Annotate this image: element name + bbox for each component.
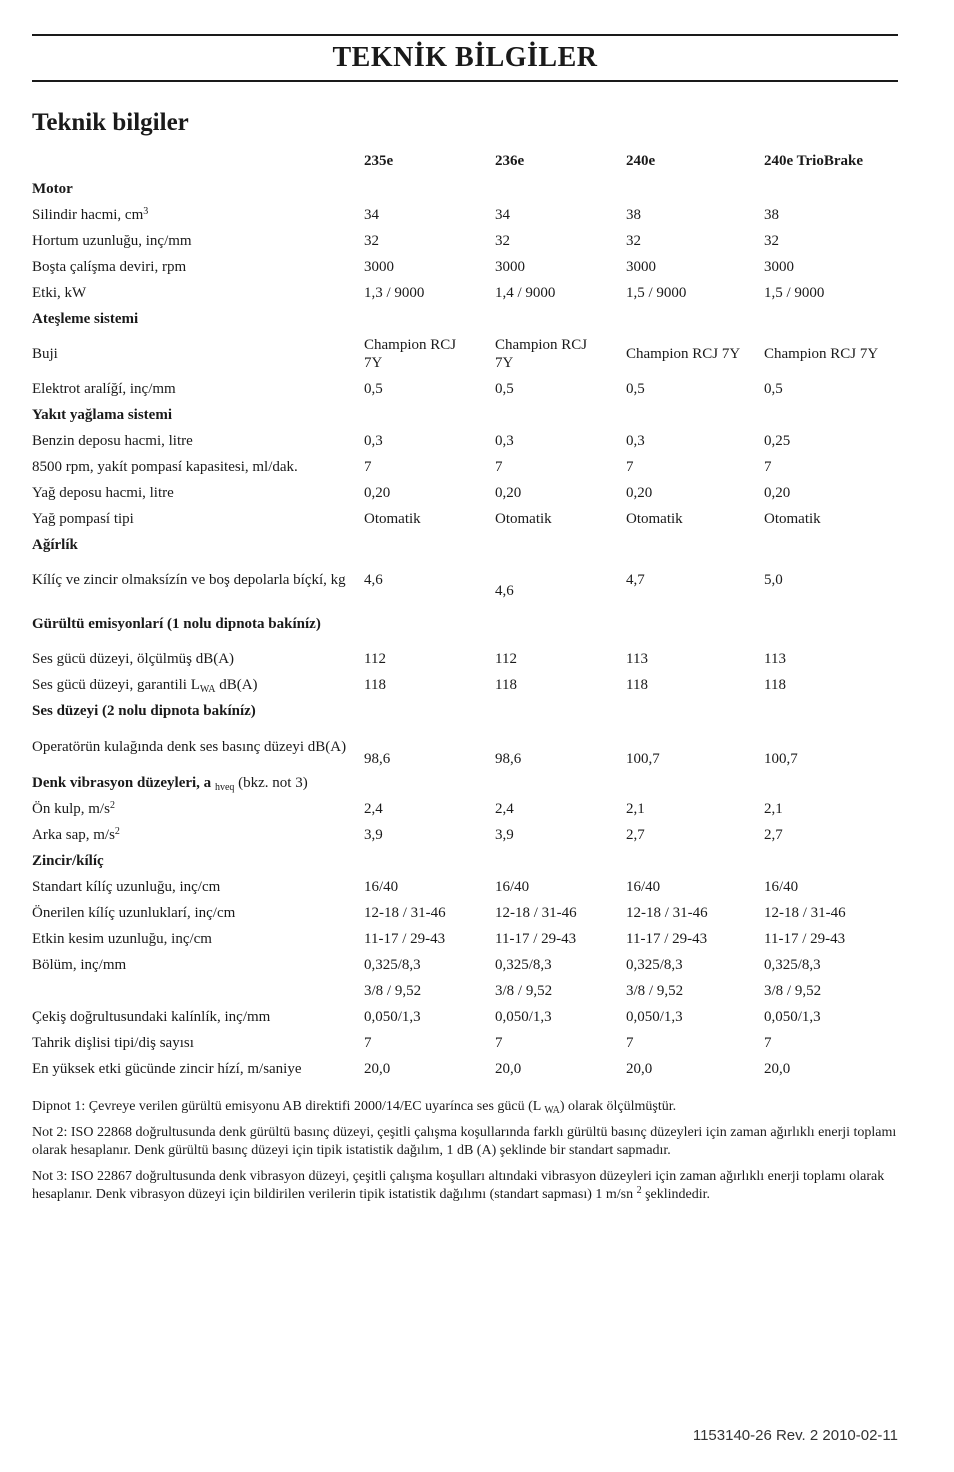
column-header: 236e <box>495 153 525 169</box>
row-label: 8500 rpm, yakít pompasí kapasitesi, ml/dak. <box>32 459 298 475</box>
page-title: TEKNİK BİLGİLER <box>332 42 598 73</box>
cell: 3/8 / 9,52 <box>495 983 553 999</box>
table-row <box>32 978 898 1004</box>
cell: 0,3 <box>364 433 383 449</box>
cell: 118 <box>495 677 517 693</box>
cell: 1,5 / 9000 <box>626 285 687 301</box>
column-header: 240e TrioBrake <box>764 153 864 169</box>
table-row <box>32 376 898 402</box>
header-bar <box>32 34 898 82</box>
table-row <box>32 952 898 978</box>
row-label: Ses gücü düzeyi, garantili $L_{WA}$ dB(A) <box>32 677 258 695</box>
cell: 0,050/1,3 <box>364 1009 421 1025</box>
table-row <box>32 874 898 900</box>
footnote-3: Not 3: ISO 22867 doğrultusunda denk vibrasyon düzeyi, çeşitli çalışma koşulları altındaki vibrasyon düzeyleri için zaman ağırlıklı enerji toplamı olarak hesaplanır. Denk vibrasyon düzeyi için bildirilen verilerin tipik istatistik dağılımı (standart sapması) 1 m/sn $^2$ şeklindedir. <box>32 1169 885 1202</box>
row-label: Ses gücü düzeyi, ölçülmüş dB(A) <box>32 651 235 667</box>
page <box>32 34 898 1212</box>
table-row <box>32 228 898 254</box>
cell: 7 <box>764 1035 772 1051</box>
cell: 20,0 <box>364 1061 391 1077</box>
cell: 0,325/8,3 <box>495 957 552 973</box>
cell: 12-18 / 31-46 <box>626 905 708 921</box>
row-label: Etki, kW <box>32 285 87 301</box>
cell: 11-17 / 29-43 <box>495 931 577 947</box>
column-header: 235e <box>364 153 394 169</box>
cell: 0,050/1,3 <box>495 1009 552 1025</box>
cell: 113 <box>626 651 648 667</box>
section-row <box>32 176 898 202</box>
cell: 7 <box>495 1035 503 1051</box>
cell: 3000 <box>495 259 525 275</box>
cell: 38 <box>764 207 779 223</box>
cell: 12-18 / 31-46 <box>764 905 846 921</box>
cell: 12-18 / 31-46 <box>364 905 446 921</box>
section-row <box>32 848 898 874</box>
cell: 3/8 / 9,52 <box>364 983 422 999</box>
section-heading: Zincir/kílíç <box>32 853 104 869</box>
cell: 7 <box>364 459 372 475</box>
table-row <box>32 454 898 480</box>
cell: 3000 <box>364 259 394 275</box>
table-row <box>32 1030 898 1056</box>
cell: 0,325/8,3 <box>364 957 421 973</box>
row-label: Benzin deposu hacmi, litre <box>32 433 193 449</box>
table-row <box>32 202 898 228</box>
table-row <box>32 254 898 280</box>
cell: 2,4 <box>364 801 383 817</box>
cell: 0,5 <box>764 381 783 397</box>
section-title: Teknik bilgiler <box>32 109 189 136</box>
cell: 2,1 <box>764 801 783 817</box>
row-label: Elektrot aralíğí, inç/mm <box>32 381 176 397</box>
cell: 34 <box>364 207 379 223</box>
cell: 5,0 <box>764 572 783 588</box>
cell: 0,5 <box>495 381 514 397</box>
table-row <box>32 332 898 376</box>
row-label: Çekiş doğrultusundaki kalínlík, inç/mm <box>32 1009 271 1025</box>
cell: 0,050/1,3 <box>626 1009 683 1025</box>
row-label: Önerilen kílíç uzunluklarí, inç/cm <box>32 905 236 921</box>
cell: 11-17 / 29-43 <box>626 931 708 947</box>
cell: 4,6 <box>364 572 383 588</box>
cell: 112 <box>364 651 386 667</box>
table-row <box>32 646 898 672</box>
section-row <box>32 306 898 332</box>
table-row <box>32 280 898 306</box>
cell: 7 <box>764 459 772 475</box>
row-label: Bölüm, inç/mm <box>32 957 127 973</box>
table-row <box>32 822 898 848</box>
cell: 0,050/1,3 <box>764 1009 821 1025</box>
section-heading: Ağírlík <box>32 537 78 553</box>
cell: 16/40 <box>495 879 530 895</box>
row-label: Hortum uzunluğu, inç/mm <box>32 233 192 249</box>
cell: 7 <box>364 1035 372 1051</box>
row-label: Yağ deposu hacmi, litre <box>32 485 174 501</box>
cell: 0,325/8,3 <box>626 957 683 973</box>
cell: 20,0 <box>764 1061 791 1077</box>
section-row <box>32 402 898 428</box>
cell: 1,4 / 9000 <box>495 285 556 301</box>
cell: 11-17 / 29-43 <box>764 931 846 947</box>
cell: 7 <box>495 459 503 475</box>
cell: 7 <box>626 1035 634 1051</box>
section-heading: Ses düzeyi (2 nolu dipnota bakíníz) <box>32 703 256 719</box>
footnote-1: Dipnot 1: Çevreye verilen gürültü emisyonu AB direktifi 2000/14/EC uyarínca ses gücü (L $_{WA}$) olarak ölçülmüştür. <box>32 1099 677 1116</box>
row-label: Standart kílíç uzunluğu, inç/cm <box>32 879 221 895</box>
cell: Otomatik <box>495 511 552 527</box>
row-label: Etkin kesim uzunluğu, inç/cm <box>32 931 212 947</box>
cell: 0,3 <box>626 433 645 449</box>
cell: 112 <box>495 651 517 667</box>
cell: 2,1 <box>626 801 645 817</box>
cell: Champion RCJ 7Y <box>626 346 741 362</box>
cell: 3/8 / 9,52 <box>764 983 822 999</box>
cell: 1,3 / 9000 <box>364 285 425 301</box>
cell: 0,5 <box>364 381 383 397</box>
cell: 100,7 <box>626 751 660 767</box>
cell: 2,7 <box>764 827 783 843</box>
cell: 3,9 <box>364 827 383 843</box>
cell: 0,20 <box>626 485 653 501</box>
header-blank <box>32 146 364 176</box>
row-label: Yağ pompasí tipi <box>32 511 134 527</box>
table-row <box>32 672 898 698</box>
section-row <box>32 698 898 724</box>
cell: 0,20 <box>764 485 791 501</box>
cell: 98,6 <box>364 751 391 767</box>
section-heading: Yakıt yağlama sistemi <box>32 407 172 423</box>
cell: 12-18 / 31-46 <box>495 905 577 921</box>
cell: Champion RCJ 7Y <box>364 337 457 371</box>
cell: 1,5 / 9000 <box>764 285 825 301</box>
cell: 32 <box>626 233 641 249</box>
row-label: Ön kulp, $m/s^2$ <box>32 800 115 817</box>
cell: 0,25 <box>764 433 791 449</box>
cell: 0,20 <box>495 485 522 501</box>
cell: 11-17 / 29-43 <box>364 931 446 947</box>
cell: 4,7 <box>626 572 645 588</box>
cell: 0,325/8,3 <box>764 957 821 973</box>
cell: 0,20 <box>364 485 391 501</box>
table-row <box>32 1056 898 1082</box>
cell: 113 <box>764 651 786 667</box>
table-row <box>32 428 898 454</box>
cell: Otomatik <box>626 511 683 527</box>
table-row <box>32 1004 898 1030</box>
cell: 3000 <box>626 259 656 275</box>
cell: Otomatik <box>764 511 821 527</box>
cell: 16/40 <box>364 879 399 895</box>
cell: 16/40 <box>626 879 661 895</box>
row-label: En yüksek etki gücünde zincir hízí, m/saniye <box>32 1061 302 1077</box>
section-row <box>32 532 898 558</box>
section-heading: Ateşleme sistemi <box>32 311 139 327</box>
spec-table <box>32 146 898 1082</box>
cell: 118 <box>764 677 786 693</box>
cell: 118 <box>626 677 648 693</box>
section-heading: Denk vibrasyon düzeyleri, a $_{hveq}$ (bkz. not 3) <box>32 775 308 793</box>
model-header-row <box>32 146 898 176</box>
cell: 3,9 <box>495 827 514 843</box>
table-row <box>32 900 898 926</box>
cell: 32 <box>495 233 510 249</box>
cell: Otomatik <box>364 511 421 527</box>
row-label: Buji <box>32 346 58 362</box>
row-label: Silindir hacmi, $cm^3$ <box>32 206 149 223</box>
table-row <box>32 724 898 770</box>
cell: Champion RCJ 7Y <box>764 346 879 362</box>
table-row <box>32 558 898 602</box>
footnote-2: Not 2: ISO 22868 doğrultusunda denk gürültü basınç düzeyi, çeşitli çalışma koşullarında farklı gürültü basınç düzeyleri için zaman ağırlıklı enerji toplamı olarak hesaplanır. Denk gürültü basınç düzeyi için tipik istatistik dağılım, 1 dB (A) şeklinde bir standart sapmadır. <box>32 1125 897 1158</box>
cell: 7 <box>626 459 634 475</box>
section-row <box>32 770 898 796</box>
cell: 3/8 / 9,52 <box>626 983 684 999</box>
document-id: 1153140-26 Rev. 2 2010-02-11 <box>692 1427 898 1444</box>
cell: 98,6 <box>495 751 522 767</box>
cell: 2,4 <box>495 801 514 817</box>
column-header: 240e <box>626 153 656 169</box>
cell: Champion RCJ 7Y <box>495 337 588 371</box>
cell: 0,3 <box>495 433 514 449</box>
cell: 38 <box>626 207 641 223</box>
table-row <box>32 926 898 952</box>
footnotes <box>32 1098 898 1204</box>
row-label: Boşta çalíşma deviri, rpm <box>32 259 187 275</box>
table-row <box>32 480 898 506</box>
section-heading: Motor <box>32 181 73 197</box>
row-label: Operatörün kulağında denk ses basınç düzeyi dB(A) <box>32 739 347 755</box>
row-label: Kílíç ve zincir olmaksízín ve boş depolarla bíçkí, kg <box>32 572 346 588</box>
cell: 100,7 <box>764 751 798 767</box>
cell: 20,0 <box>626 1061 653 1077</box>
cell: 16/40 <box>764 879 799 895</box>
row-label <box>32 978 364 1004</box>
cell: 3000 <box>764 259 794 275</box>
cell: 32 <box>764 233 779 249</box>
cell: 118 <box>364 677 386 693</box>
cell: 34 <box>495 207 510 223</box>
section-row <box>32 602 898 646</box>
cell: 4,6 <box>495 583 514 599</box>
row-label: Arka sap, $m/s^2$ <box>32 826 120 843</box>
row-label: Tahrik dişlisi tipi/diş sayısı <box>32 1035 194 1051</box>
table-row <box>32 506 898 532</box>
cell: 32 <box>364 233 379 249</box>
table-row <box>32 796 898 822</box>
cell: 20,0 <box>495 1061 522 1077</box>
section-heading: Gürültü emisyonlarí (1 nolu dipnota bakíníz) <box>32 616 321 632</box>
cell: 2,7 <box>626 827 645 843</box>
cell: 0,5 <box>626 381 645 397</box>
